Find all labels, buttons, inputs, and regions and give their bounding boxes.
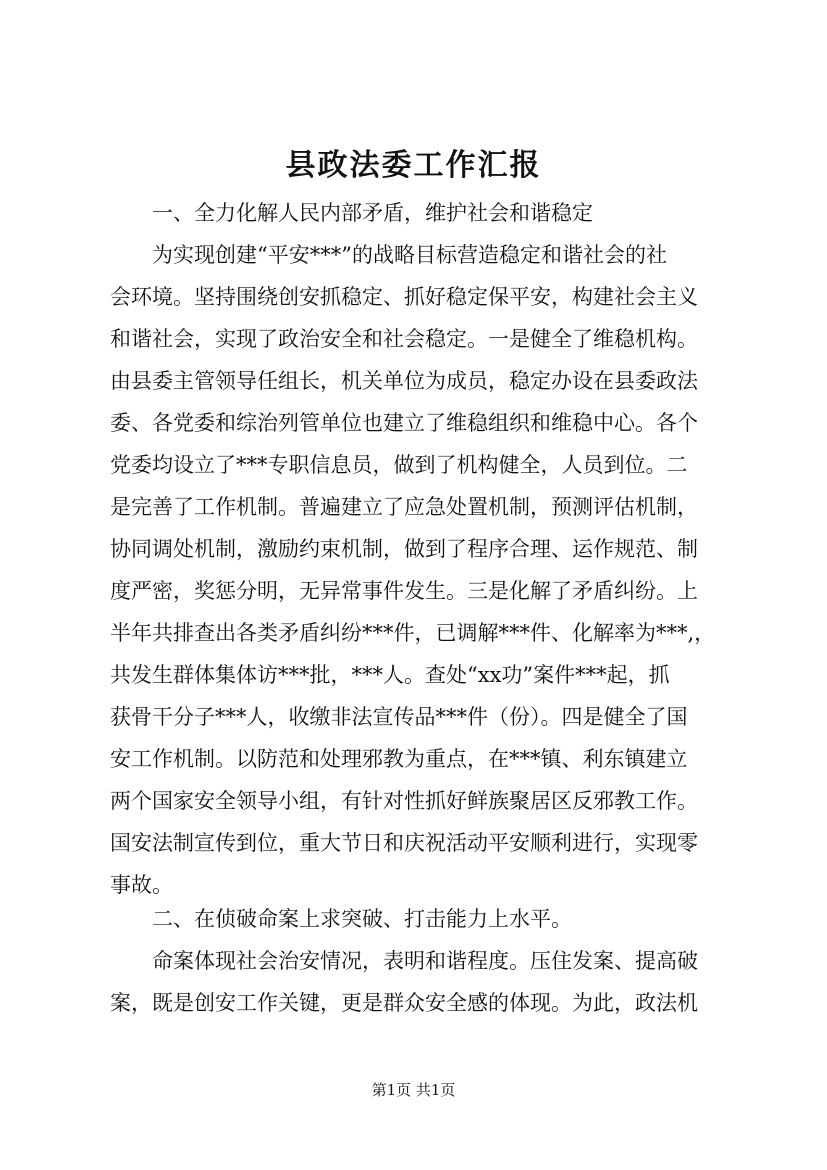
body-line: 度严密，奖惩分明，无异常事件发生。三是化解了矛盾纠纷。上 (110, 579, 698, 603)
body-line: 为实现创建“平安***”的战略目标营造稳定和谐社会的社 (110, 243, 667, 267)
body-line: 案，既是创安工作关键，更是群众安全感的体现。为此，政法机 (110, 991, 698, 1015)
body-line: 安工作机制。以防范和处理邪教为重点，在***镇、利东镇建立 (110, 747, 688, 771)
body-line: 是完善了工作机制。普遍建立了应急处置机制，预测评估机制， (110, 495, 698, 519)
body-line: 协同调处机制，激励约束机制，做到了程序合理、运作规范、制 (110, 537, 698, 561)
body-line: 事故。 (110, 873, 173, 897)
body-line: 半年共排查出各类矛盾纠纷***件，已调解***件、化解率为***,， (110, 621, 716, 645)
body-line: 命案体现社会治安情况，表明和谐程度。压住发案、提高破 (110, 949, 698, 973)
body-line: 由县委主管领导任组长，机关单位为成员，稳定办设在县委政法 (110, 369, 698, 393)
body-line: 党委均设立了***专职信息员，做到了机构健全，人员到位。二 (110, 453, 688, 477)
body-line: 获骨干分子***人，收缴非法宣传品***件（份）。四是健全了国 (110, 705, 688, 729)
body-line: 和谐社会，实现了政治安全和社会稳定。一是健全了维稳机构。 (110, 327, 698, 351)
body-line: 共发生群体集体访***批，***人。查处“xx功”案件***起，抓 (110, 663, 670, 687)
body-line: 两个国家安全领导小组，有针对性抓好鲜族聚居区反邪教工作。 (110, 789, 698, 813)
body-line: 会环境。坚持围绕创安抓稳定、抓好稳定保平安，构建社会主义 (110, 285, 698, 309)
document-title: 县政法委工作汇报 (285, 148, 542, 183)
body-line: 国安法制宣传到位，重大节日和庆祝活动平安顺利进行，实现零 (110, 831, 698, 855)
section-heading: 二、在侦破命案上求突破、打击能力上水平。 (110, 907, 572, 931)
body-line: 一、全力化解人民内部矛盾，维护社会和谐稳定 (110, 201, 593, 225)
page-number: 第1页 共1页 (371, 1081, 456, 1099)
body-line: 委、各党委和综治列管单位也建立了维稳组织和维稳中心。各个 (110, 411, 698, 435)
